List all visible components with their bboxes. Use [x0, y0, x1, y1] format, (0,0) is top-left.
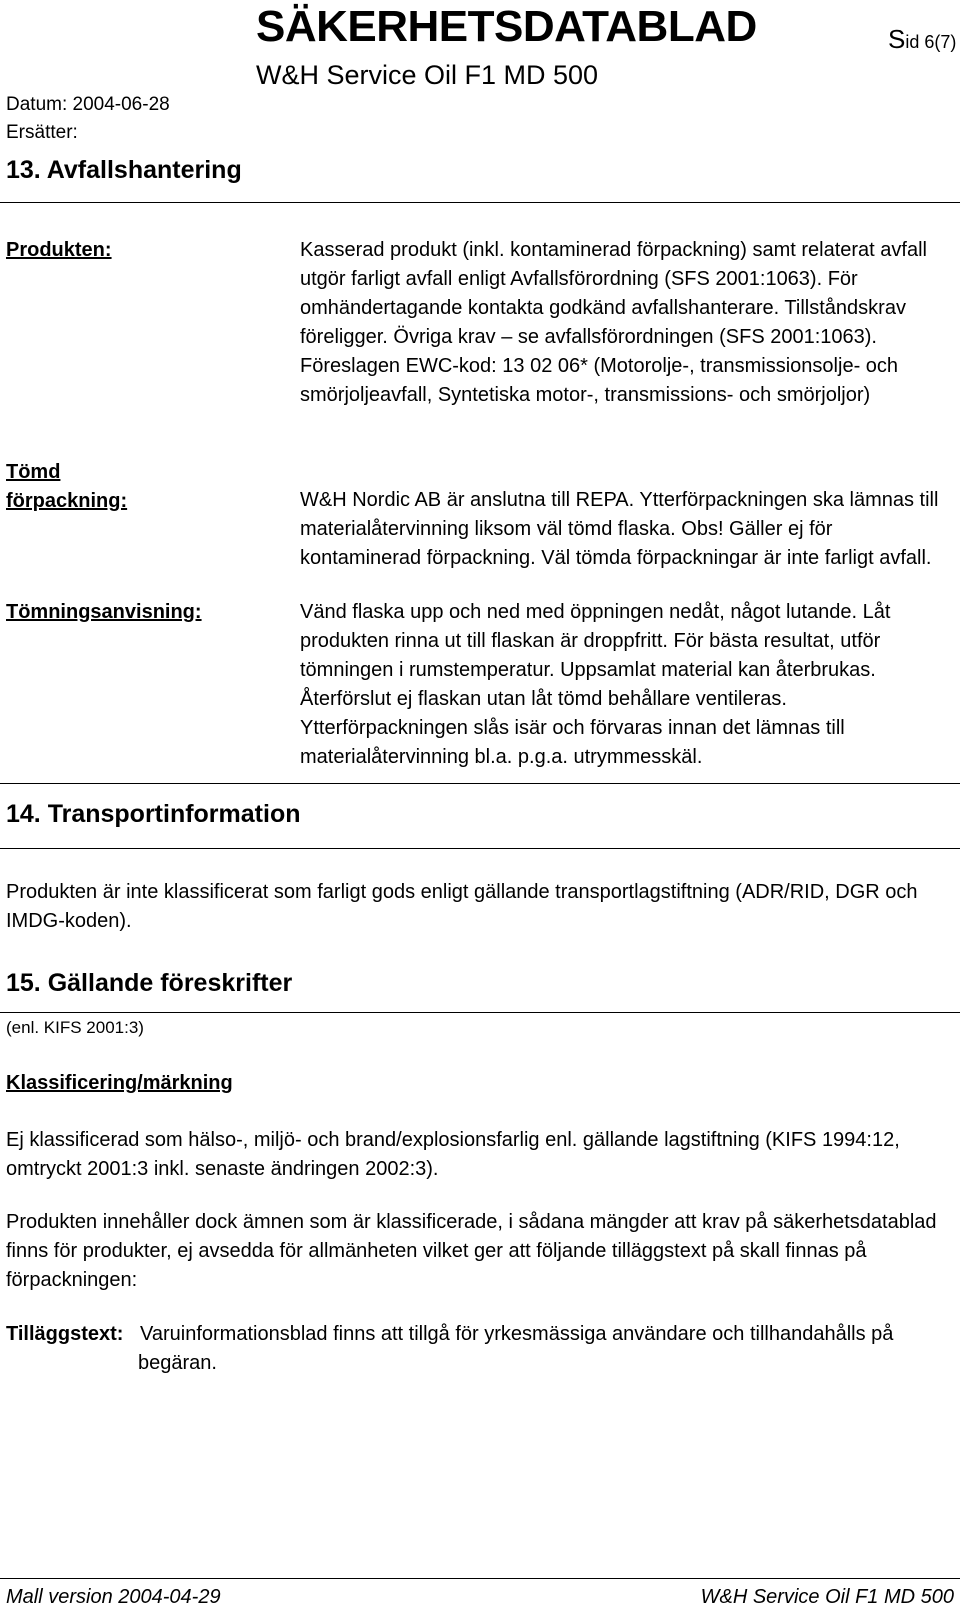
footer-template-version: Mall version 2004-04-29 — [6, 1586, 221, 1608]
transport-text: Produkten är inte klassificerat som farligt gods enligt gällande transportlagstiftning (ADR/RID, DGR och IMDG-koden). — [6, 881, 918, 932]
klassificering-label: Klassificering/märkning — [6, 1072, 233, 1094]
page-number — [888, 24, 956, 55]
document-title: SÄKERHETSDATABLAD — [256, 2, 757, 51]
tillaggstext-label: Tilläggstext: — [6, 1323, 124, 1345]
section-15-heading: 15. Gällande föreskrifter — [6, 969, 293, 997]
divider — [0, 783, 960, 784]
section-13-heading: 13. Avfallshantering — [6, 156, 242, 184]
page-number-rest: id 6(7) — [905, 32, 957, 52]
date-line: Datum: 2004-06-28 — [6, 94, 170, 115]
divider — [0, 848, 960, 849]
product-name: W&H Service Oil F1 MD 500 — [256, 60, 599, 90]
tomningsanvisning-label: Tömningsanvisning: — [6, 601, 202, 623]
page-number-initial: S — [888, 24, 906, 54]
tomd-forpackning-label: Tömd förpackning: — [6, 461, 128, 512]
dock-text: Produkten innehåller dock ämnen som är klassificerade, i sådana mängder att krav på säkerhetsdatablad finns för produkter, ej avsedda för allmänheten vilket ger att följande tilläggstext på skall finnas på förpackningen: — [6, 1211, 937, 1291]
footer-divider — [0, 1578, 960, 1579]
footer-product-name: W&H Service Oil F1 MD 500 — [700, 1586, 954, 1608]
kifs-note: (enl. KIFS 2001:3) — [6, 1018, 144, 1037]
klassificering-text: Ej klassificerad som hälso-, miljö- och brand/explosionsfarlig enl. gällande lagstiftning (KIFS 1994:12, omtryckt 2001:3 inkl. senaste ändringen 2002:3). — [6, 1129, 900, 1180]
replaces-line: Ersätter: — [6, 122, 78, 143]
tomd-forpackning-text: W&H Nordic AB är anslutna till REPA. Ytterförpackningen ska lämnas till materialåtervinning liksom väl tömd flaska. Obs! Gäller ej för kontaminerad förpackning. Väl tömda förpackningar är inte farligt avfall. — [300, 489, 939, 569]
section-14-heading: 14. Transportinformation — [6, 800, 301, 828]
tomningsanvisning-text: Vänd flaska upp och ned med öppningen nedåt, något lutande. Låt produkten rinna ut till flaskan är droppfritt. För bästa resultat, utför tömningen i rumstemperatur. Uppsamlat material kan återbrukas. Återförslut ej flaskan utan låt tömd behållare ventileras. Ytterförpackningen slås isär och förvaras innan det lämnas till materialåtervinning bl.a. p.g.a. utrymmesskäl. — [300, 601, 891, 768]
produkten-label: Produkten: — [6, 239, 112, 261]
divider — [0, 202, 960, 203]
divider — [0, 1012, 960, 1013]
tillaggstext-text: Varuinformationsblad finns att tillgå för yrkesmässiga användare och tillhandahålls på begäran. — [138, 1323, 894, 1374]
produkten-text: Kasserad produkt (inkl. kontaminerad förpackning) samt relaterat avfall utgör farligt avfall enligt Avfallsförordning (SFS 2001:1063). För omhändertagande kontakta godkänd avfallshanterare. Tillståndskrav föreligger. Övriga krav – se avfallsförordningen (SFS 2001:1063). Föreslagen EWC-kod: 13 02 06* (Motorolje-, transmissionsolje- och smörjoljeavfall, Syntetiska motor-, transmissions- och smörjoljor) — [300, 239, 927, 406]
